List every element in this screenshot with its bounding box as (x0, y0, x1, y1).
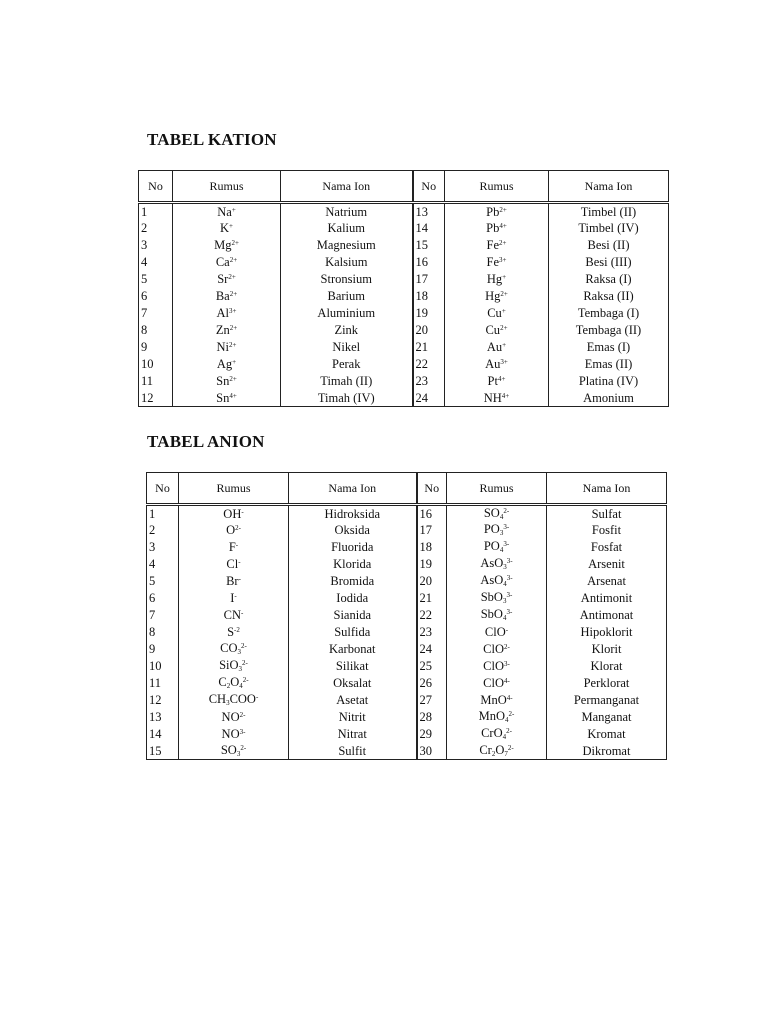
ion-name-cell: Besi (II) (549, 237, 669, 254)
table-row (147, 522, 667, 539)
ion-formula-cell: $Cu^{2+}$ (445, 322, 549, 339)
ion-formula-cell: $NO^{2-}$ (179, 709, 289, 726)
table-row (147, 505, 667, 522)
ion-number-cell: 2 (139, 220, 173, 237)
ion-formula-cell: $Sr^{2+}$ (173, 271, 281, 288)
ion-number-cell: 20 (417, 573, 447, 590)
ion-formula-cell: ClO- (447, 624, 547, 641)
table-row (147, 675, 667, 692)
ion-number-cell: 15 (147, 743, 179, 760)
ion-formula-cell: $Pb^{4+}$ (445, 220, 549, 237)
table-row (147, 726, 667, 743)
column-header-no: No (147, 473, 179, 505)
ion-formula-cell: SbO$_3^{3-}$ (447, 590, 547, 607)
ion-name-cell: Nitrat (289, 726, 417, 743)
ion-number-cell: 19 (417, 556, 447, 573)
table-row (147, 539, 667, 556)
ion-name-cell: Iodida (289, 590, 417, 607)
ion-name-cell: Klorit (547, 641, 667, 658)
ion-formula-cell: I- (179, 590, 289, 607)
ion-formula-cell: Cu+ (445, 305, 549, 322)
ion-formula-cell: MnO$^{4-}$ (447, 692, 547, 709)
table-row (147, 590, 667, 607)
ion-name-cell: Kromat (547, 726, 667, 743)
ion-name-cell: Sianida (289, 607, 417, 624)
table-row (139, 220, 669, 237)
ion-formula-cell: CrO$_4^{2-}$ (447, 726, 547, 743)
ion-formula-cell: Na+ (173, 203, 281, 220)
ion-formula-cell: $NO^{3-}$ (179, 726, 289, 743)
ion-formula-cell: ClO$^{2-}$ (447, 641, 547, 658)
column-header-rumus: Rumus (173, 171, 281, 203)
ion-name-cell: Fosfat (547, 539, 667, 556)
ion-name-cell: Nitrit (289, 709, 417, 726)
table-row (139, 390, 669, 407)
ion-number-cell: 3 (147, 539, 179, 556)
ion-formula-cell: $Ba^{2+}$ (173, 288, 281, 305)
ion-formula-cell: $NH^{4+}$ (445, 390, 549, 407)
ion-number-cell: 19 (413, 305, 445, 322)
ion-name-cell: Asetat (289, 692, 417, 709)
ion-name-cell: Bromida (289, 573, 417, 590)
column-header-nama-ion: Nama Ion (549, 171, 669, 203)
ion-name-cell: Karbonat (289, 641, 417, 658)
column-header-no: No (139, 171, 173, 203)
ion-number-cell: 11 (147, 675, 179, 692)
ion-name-cell: Timbel (IV) (549, 220, 669, 237)
ion-number-cell: 3 (139, 237, 173, 254)
ion-number-cell: 18 (417, 539, 447, 556)
table-row (147, 556, 667, 573)
ion-name-cell: Oksalat (289, 675, 417, 692)
ion-number-cell: 9 (147, 641, 179, 658)
ion-name-cell: Emas (II) (549, 356, 669, 373)
ion-name-cell: Kalsium (281, 254, 413, 271)
column-header-rumus: Rumus (445, 171, 549, 203)
ion-name-cell: Tembaga (I) (549, 305, 669, 322)
ion-name-cell: Magnesium (281, 237, 413, 254)
ion-number-cell: 29 (417, 726, 447, 743)
ion-name-cell: Sulfat (547, 505, 667, 522)
table-row (139, 271, 669, 288)
ion-number-cell: 25 (417, 658, 447, 675)
table-row (147, 743, 667, 760)
column-header-rumus: Rumus (179, 473, 289, 505)
ion-number-cell: 14 (413, 220, 445, 237)
column-header-nama-ion: Nama Ion (547, 473, 667, 505)
ion-name-cell: Hipoklorit (547, 624, 667, 641)
ion-number-cell: 27 (417, 692, 447, 709)
ion-number-cell: 26 (417, 675, 447, 692)
table-row (139, 373, 669, 390)
ion-formula-cell: $Sn^{2+}$ (173, 373, 281, 390)
column-header-no: No (417, 473, 447, 505)
ion-number-cell: 17 (413, 271, 445, 288)
ion-formula-cell: Br- (179, 573, 289, 590)
ion-name-cell: Aluminium (281, 305, 413, 322)
ion-formula-cell: $S^{-2}$ (179, 624, 289, 641)
table-header-row (147, 473, 667, 505)
ion-formula-cell: OH- (179, 505, 289, 522)
ion-name-cell: Raksa (II) (549, 288, 669, 305)
ion-number-cell: 17 (417, 522, 447, 539)
ion-name-cell: Emas (I) (549, 339, 669, 356)
ion-formula-cell: $CH_3COO^-$ (179, 692, 289, 709)
ion-number-cell: 14 (147, 726, 179, 743)
ion-formula-cell: ClO$^{4-}$ (447, 675, 547, 692)
ion-formula-cell: Au+ (445, 339, 549, 356)
ion-name-cell: Timbel (II) (549, 203, 669, 220)
column-header-nama-ion: Nama Ion (281, 171, 413, 203)
ion-number-cell: 24 (413, 390, 445, 407)
ion-name-cell: Klorida (289, 556, 417, 573)
ion-name-cell: Besi (III) (549, 254, 669, 271)
ion-formula-cell: $Zn^{2+}$ (173, 322, 281, 339)
ion-name-cell: Perklorat (547, 675, 667, 692)
ion-name-cell: Stronsium (281, 271, 413, 288)
ion-number-cell: 24 (417, 641, 447, 658)
ion-number-cell: 6 (139, 288, 173, 305)
ion-name-cell: Arsenit (547, 556, 667, 573)
ion-formula-cell: $Pb^{2+}$ (445, 203, 549, 220)
ion-number-cell: 2 (147, 522, 179, 539)
table-row (139, 203, 669, 220)
ion-formula-cell: $CO_3^{2-}$ (179, 641, 289, 658)
table-row (139, 237, 669, 254)
ion-name-cell: Timah (II) (281, 373, 413, 390)
kation-table (138, 170, 669, 407)
ion-number-cell: 16 (417, 505, 447, 522)
table-row (147, 692, 667, 709)
ion-formula-cell: K+ (173, 220, 281, 237)
ion-formula-cell: SiO$_3^{2-}$ (179, 658, 289, 675)
ion-number-cell: 21 (413, 339, 445, 356)
ion-formula-cell: CN- (179, 607, 289, 624)
table-row (147, 641, 667, 658)
ion-name-cell: Klorat (547, 658, 667, 675)
ion-number-cell: 5 (147, 573, 179, 590)
ion-number-cell: 12 (147, 692, 179, 709)
ion-formula-cell: $O^{2-}$ (179, 522, 289, 539)
ion-name-cell: Natrium (281, 203, 413, 220)
column-header-nama-ion: Nama Ion (289, 473, 417, 505)
ion-name-cell: Antimonit (547, 590, 667, 607)
ion-number-cell: 10 (147, 658, 179, 675)
ion-name-cell: Sulfit (289, 743, 417, 760)
kation-table-title: TABEL KATION (147, 130, 277, 149)
ion-formula-cell: $PO_3^{3-}$ (447, 522, 547, 539)
ion-number-cell: 21 (417, 590, 447, 607)
ion-formula-cell: $SO_3^{2-}$ (179, 743, 289, 760)
ion-number-cell: 9 (139, 339, 173, 356)
ion-formula-cell: SbO$_4^{3-}$ (447, 607, 547, 624)
ion-formula-cell: $Au^{3+}$ (445, 356, 549, 373)
ion-name-cell: Silikat (289, 658, 417, 675)
ion-number-cell: 22 (413, 356, 445, 373)
ion-formula-cell: Cl- (179, 556, 289, 573)
ion-formula-cell: ClO$^{3-}$ (447, 658, 547, 675)
ion-formula-cell: $C_2O_4^{2-}$ (179, 675, 289, 692)
ion-number-cell: 8 (147, 624, 179, 641)
ion-number-cell: 28 (417, 709, 447, 726)
ion-number-cell: 6 (147, 590, 179, 607)
ion-number-cell: 15 (413, 237, 445, 254)
ion-formula-cell: $SO_4^{2-}$ (447, 505, 547, 522)
ion-name-cell: Manganat (547, 709, 667, 726)
ion-formula-cell: $Hg^{2+}$ (445, 288, 549, 305)
ion-formula-cell: AsO$_3^{3-}$ (447, 556, 547, 573)
ion-name-cell: Permanganat (547, 692, 667, 709)
table-row (139, 254, 669, 271)
ion-name-cell: Kalium (281, 220, 413, 237)
ion-number-cell: 4 (139, 254, 173, 271)
ion-formula-cell: Ag+ (173, 356, 281, 373)
ion-formula-cell: Hg+ (445, 271, 549, 288)
ion-name-cell: Platina (IV) (549, 373, 669, 390)
table-row (139, 339, 669, 356)
ion-name-cell: Fluorida (289, 539, 417, 556)
ion-formula-cell: $Mg^{2+}$ (173, 237, 281, 254)
ion-number-cell: 1 (139, 203, 173, 220)
ion-number-cell: 18 (413, 288, 445, 305)
ion-name-cell: Sulfida (289, 624, 417, 641)
ion-number-cell: 5 (139, 271, 173, 288)
ion-formula-cell: $Pt^{4+}$ (445, 373, 549, 390)
ion-name-cell: Arsenat (547, 573, 667, 590)
table-row (139, 288, 669, 305)
ion-name-cell: Oksida (289, 522, 417, 539)
ion-number-cell: 4 (147, 556, 179, 573)
ion-formula-cell: F- (179, 539, 289, 556)
ion-number-cell: 16 (413, 254, 445, 271)
ion-formula-cell: $Ca^{2+}$ (173, 254, 281, 271)
ion-name-cell: Timah (IV) (281, 390, 413, 407)
ion-name-cell: Tembaga (II) (549, 322, 669, 339)
table-row (147, 607, 667, 624)
ion-name-cell: Barium (281, 288, 413, 305)
ion-formula-cell: $Fe^{3+}$ (445, 254, 549, 271)
table-row (147, 624, 667, 641)
anion-table-title: TABEL ANION (147, 432, 265, 451)
table-row (139, 305, 669, 322)
column-header-no: No (413, 171, 445, 203)
ion-number-cell: 8 (139, 322, 173, 339)
table-header-row (139, 171, 669, 203)
ion-number-cell: 13 (147, 709, 179, 726)
table-row (147, 658, 667, 675)
ion-number-cell: 10 (139, 356, 173, 373)
ion-name-cell: Nikel (281, 339, 413, 356)
ion-name-cell: Zink (281, 322, 413, 339)
ion-name-cell: Amonium (549, 390, 669, 407)
ion-formula-cell: MnO$_4^{2-}$ (447, 709, 547, 726)
ion-number-cell: 30 (417, 743, 447, 760)
ion-number-cell: 1 (147, 505, 179, 522)
table-row (139, 356, 669, 373)
ion-formula-cell: AsO$_4^{3-}$ (447, 573, 547, 590)
ion-number-cell: 23 (413, 373, 445, 390)
ion-formula-cell: $Sn^{4+}$ (173, 390, 281, 407)
ion-name-cell: Fosfit (547, 522, 667, 539)
ion-name-cell: Hidroksida (289, 505, 417, 522)
ion-number-cell: 12 (139, 390, 173, 407)
ion-formula-cell: $Cr_2O_7^{2-}$ (447, 743, 547, 760)
table-row (147, 709, 667, 726)
table-row (139, 322, 669, 339)
ion-name-cell: Raksa (I) (549, 271, 669, 288)
ion-formula-cell: $Al^{3+}$ (173, 305, 281, 322)
anion-table (146, 472, 667, 760)
ion-number-cell: 20 (413, 322, 445, 339)
column-header-rumus: Rumus (447, 473, 547, 505)
ion-name-cell: Dikromat (547, 743, 667, 760)
ion-number-cell: 13 (413, 203, 445, 220)
ion-name-cell: Perak (281, 356, 413, 373)
ion-formula-cell: $Ni^{2+}$ (173, 339, 281, 356)
ion-number-cell: 22 (417, 607, 447, 624)
ion-number-cell: 23 (417, 624, 447, 641)
ion-name-cell: Antimonat (547, 607, 667, 624)
ion-formula-cell: $PO_4^{3-}$ (447, 539, 547, 556)
ion-number-cell: 11 (139, 373, 173, 390)
table-row (147, 573, 667, 590)
ion-formula-cell: $Fe^{2+}$ (445, 237, 549, 254)
ion-number-cell: 7 (139, 305, 173, 322)
ion-number-cell: 7 (147, 607, 179, 624)
